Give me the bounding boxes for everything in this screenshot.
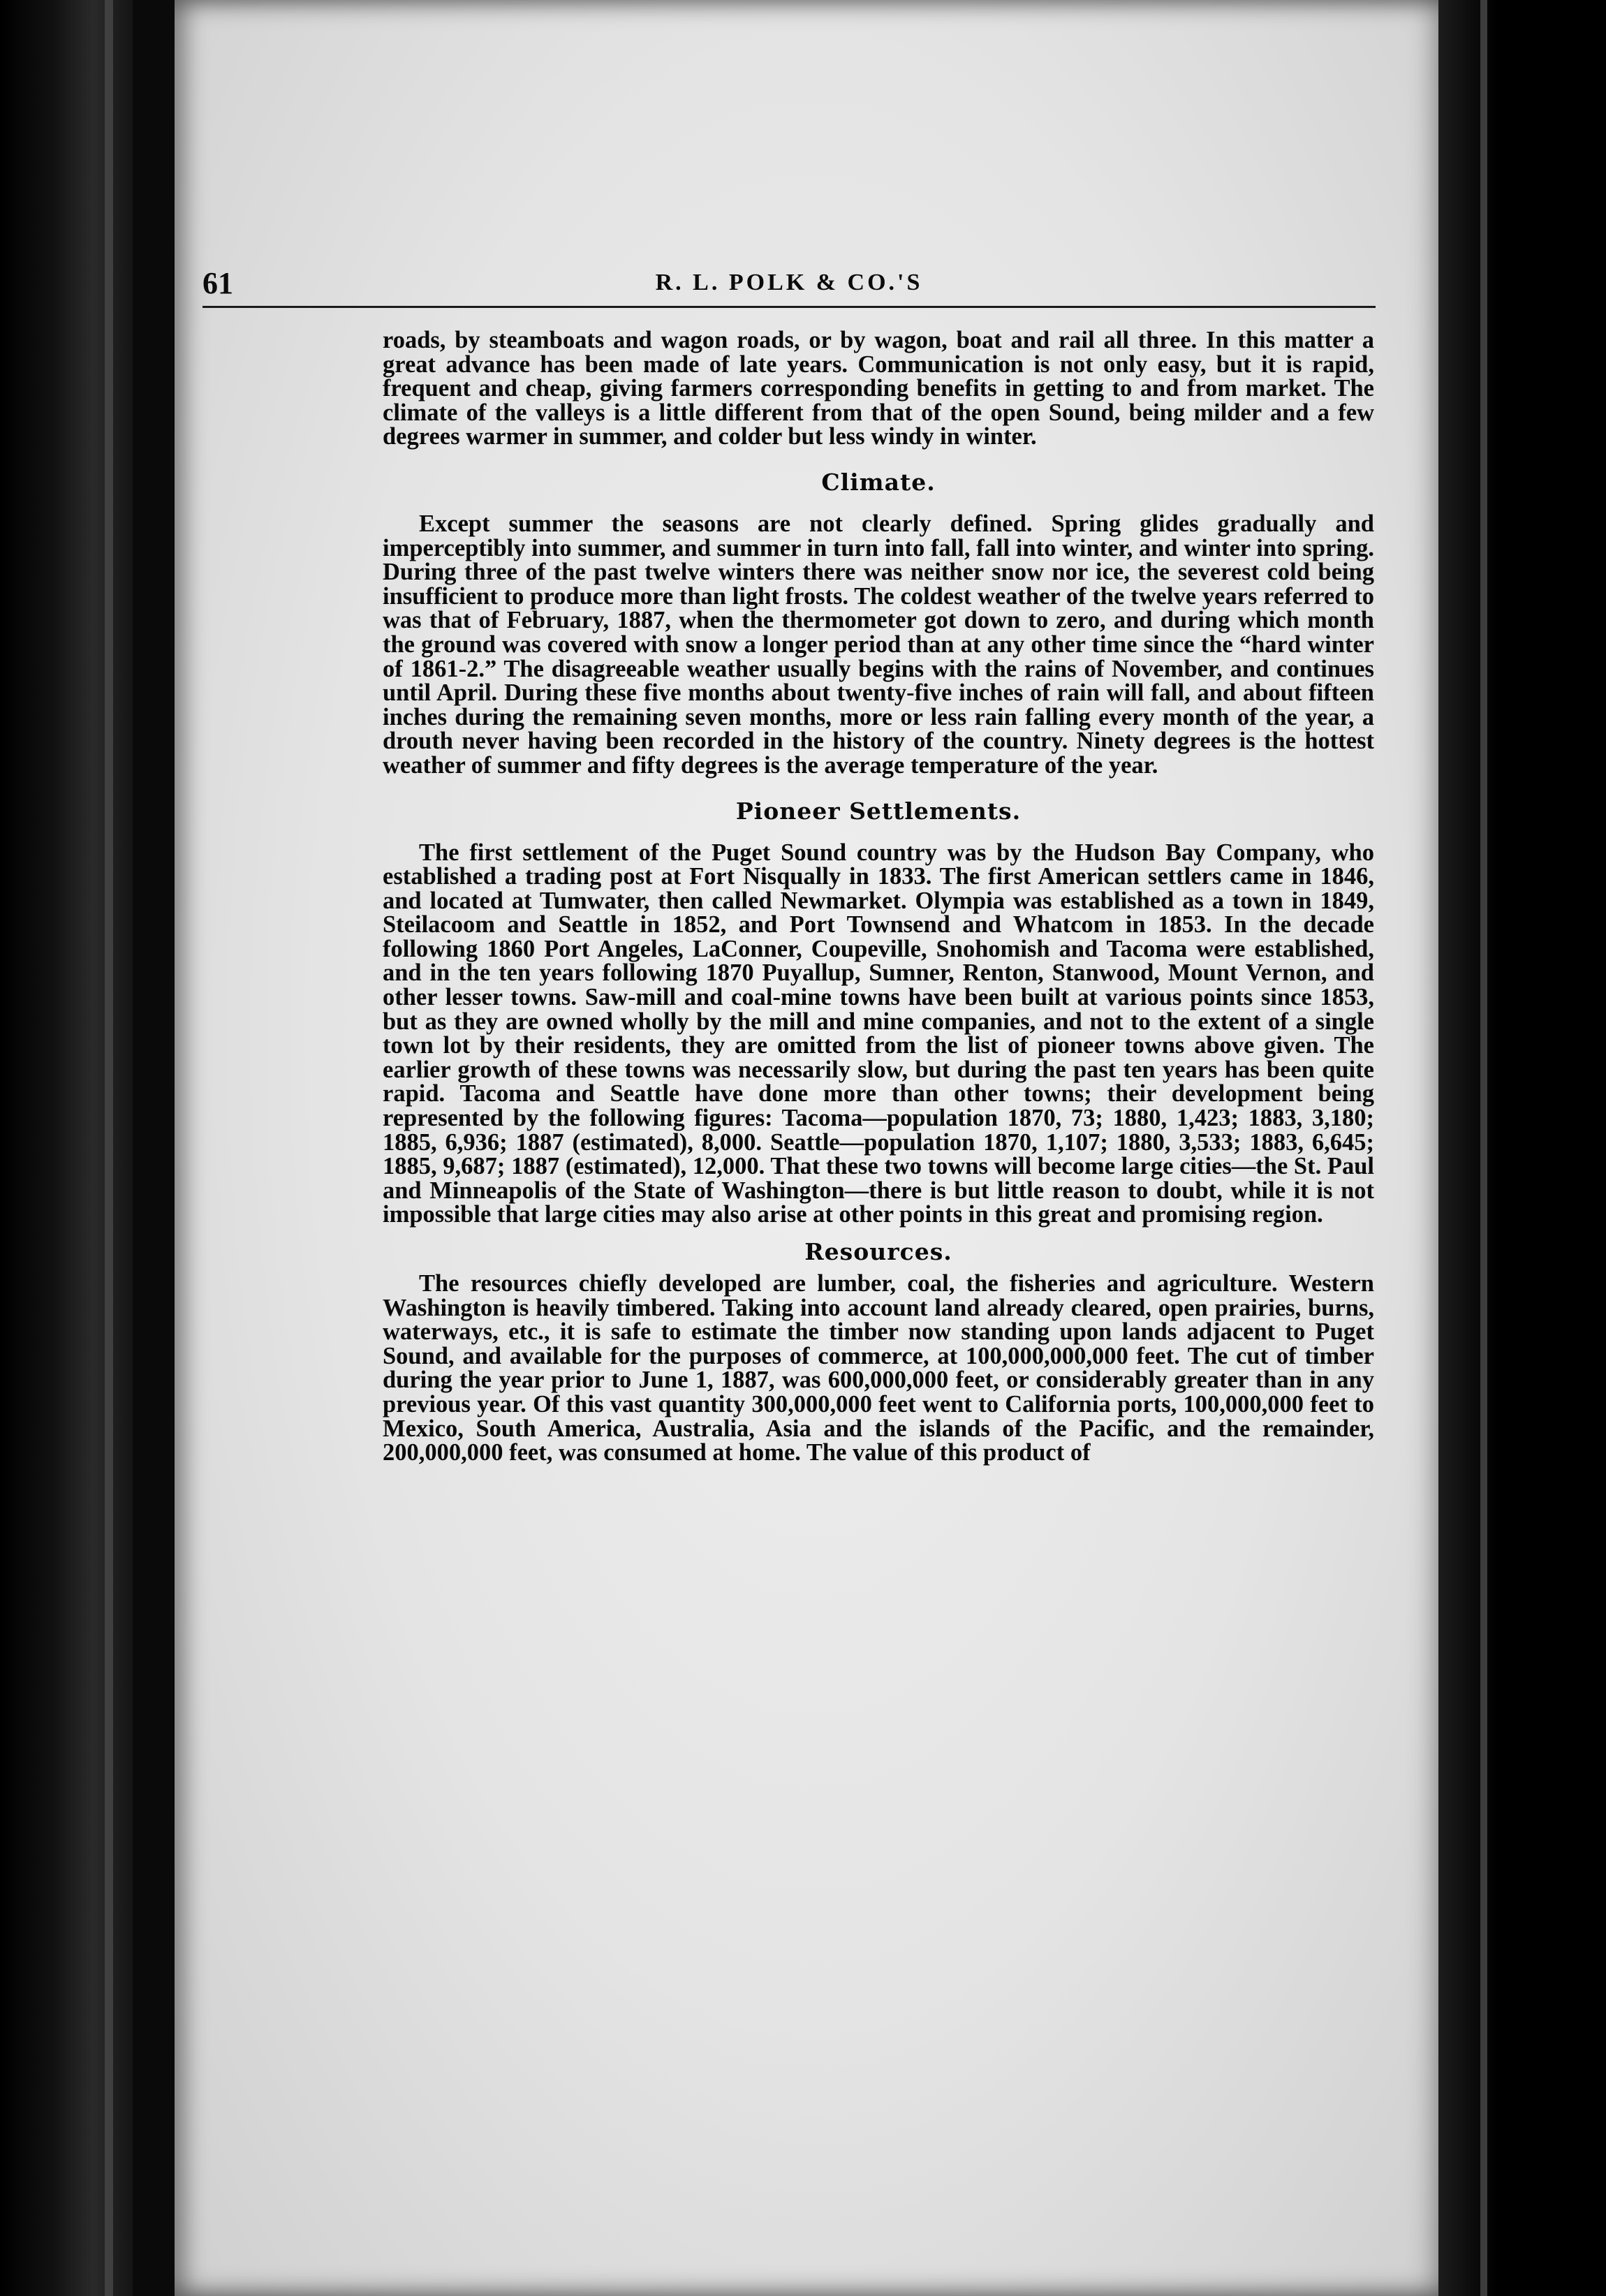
film-border-right xyxy=(1438,0,1606,2296)
paragraph-intro: roads, by steamboats and wagon roads, or by wagon, boat and rail all three. In this matter a great advance has been made of late years. Communication is not only easy, but it is rapid, frequent and cheap, giving farmers corresponding benefits in getting to and from market. The climate of the valleys is a little different from that of the open Sound, being milder and a few degrees warmer in summer, and colder but less windy in winter. xyxy=(383,327,1374,450)
heading-resources: Resources. xyxy=(804,1238,952,1265)
film-border-left xyxy=(0,0,133,2296)
paragraph-pioneer-settlements: The first settlement of the Puget Sound country was by the Hudson Bay Company, who established a trading post at Fort Nisqually in 1833. The first American settlers came in 1846, and located at Tumwater, then called Newmarket. Olympia was established as a town in 1849, Steilacoom and Seattle in 1852, and Port Townsend and Whatcom in 1853. In the decade following 1860 Port Angeles, LaConner, Coupeville, Snohomish and Tacoma were established, and in the ten years following 1870 Puyallup, Sumner, Renton, Stanwood, Mount Vernon, and other lesser towns. Saw-mill and coal-mine towns have been built at various points since 1853, but as they are owned wholly by the mill and mine companies, and not to the extent of a single town lot by their residents, they are omitted from the list of pioneer towns above given. The earlier growth of these towns was necessarily slow, but during the past ten years has been quite rapid. Tacoma and Seattle have done more than other towns; their development being represented by the following figures: Tacoma—population 1870, 73; 1880, 1,423; 1883, 3,180; 1885, 6,936; 1887 (estimated), 8,000. Seattle—population 1870, 1,107; 1880, 3,533; 1883, 6,645; 1885, 9,687; 1887 (estimated), 12,000. That these two towns will become large cities—the St. Paul and Minneapolis of the State of Washington—there is but little reason to doubt, while it is not impossible that large cities may also arise at other points in this great and promising region. xyxy=(383,839,1374,1228)
header-rule xyxy=(202,306,1376,308)
heading-climate: Climate. xyxy=(821,468,936,496)
running-title: R. L. POLK & CO.'S xyxy=(655,270,923,295)
page-header xyxy=(202,260,1376,309)
paragraph-resources: The resources chiefly developed are lumber, coal, the fisheries and agriculture. Western Washington is heavily timbered. Taking into account land already cleared, open prairies, burns, waterways, etc., it is safe to estimate the timber now standing upon lands adjacent to Puget Sound, and available for the purposes of commerce, at 100,000,000,000 feet. The cut of timber during the year prior to June 1, 1887, was 600,000,000 feet, or considerably greater than in any previous year. Of this vast quantity 300,000,000 feet went to California ports, 100,000,000 feet to Mexico, South America, Australia, Asia and the islands of the Pacific, and the remainder, 200,000,000 feet, was consumed at home. The value of this product of xyxy=(383,1270,1374,1466)
paragraph-climate: Except summer the seasons are not clearly defined. Spring glides gradually and imperceptibly into summer, and summer in turn into fall, fall into winter, and winter into spring. During three of the past twelve winters there was neither snow nor ice, the severest cold being insufficient to produce more than light frosts. The coldest weather of the twelve years referred to was that of February, 1887, when the thermometer got down to zero, and during which month the ground was covered with snow a longer period than at any other time since the “hard winter of 1861-2.” The disagreeable weather usually begins with the rains of November, and continues until April. During these five months about twenty-five inches of rain will fall, and about fifteen inches during the remaining seven months, more or less rain falling every month of the year, a drouth never having been recorded in the history of the country. Ninety degrees is the hottest weather of summer and fifty degrees is the average temperature of the year. xyxy=(383,510,1374,779)
body-text xyxy=(383,328,1374,1465)
page-number: 61 xyxy=(202,266,233,300)
heading-pioneer-settlements: Pioneer Settlements. xyxy=(735,797,1022,825)
